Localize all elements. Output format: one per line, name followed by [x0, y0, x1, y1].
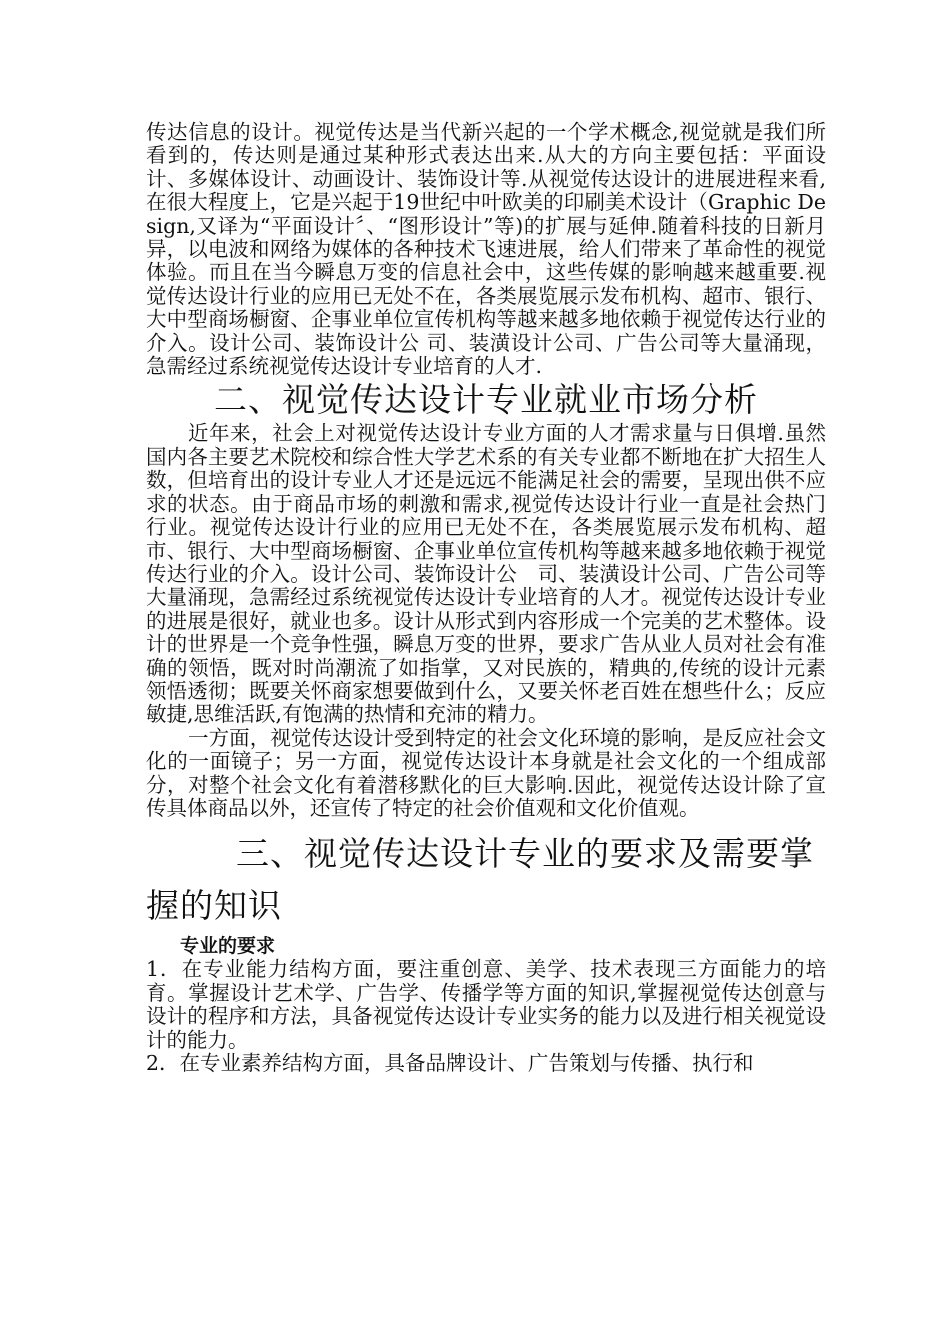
section2-heading: 二、视觉传达设计专业就业市场分析	[214, 380, 758, 420]
section2-paragraph-2: 一方面，视觉传达设计受到特定的社会文化环境的影响，是反应社会文化的一面镜子；另一方面，视觉传达设计本身就是社会文化的一个组成部分，对整个社会文化有着潜移默化的巨大影响.因此，视觉传达设计除了宣传具体商品以外，还宣传了特定的社会价值观和文化价值观。	[146, 725, 826, 820]
intro-paragraph: 传达信息的设计。视觉传达是当代新兴起的一个学术概念,视觉就是我们所看到的，传达则是通过某种形式表达出来.从大的方向主要包括：平面设计、多媒体设计、动画设计、装饰设计等.从视觉传达设计的进展进程来看,在很大程度上，它是兴起于19世纪中叶欧美的印刷美术设计（Graphic Design,又译为“平面设计〞、“图形设计”等)的扩展与延伸.随着科技的日新月异，以电波和网络为媒体的各种技术飞速进展，给人们带来了革命性的视觉体验。而且在当今瞬息万变的信息社会中，这些传媒的影响越来越重要.视觉传达设计行业的应用已无处不在，各类展览展示发布机构、超市、银行、大中型商场橱窗、企事业单位宣传机构等越来越多地依赖于视觉传达行业的介入。设计公司、装饰设计公 司、装潢设计公司、广告公司等大量涌现，急需经过系统视觉传达设计专业培育的人才.	[146, 120, 826, 379]
section2-paragraph-1: 近年来，社会上对视觉传达设计专业方面的人才需求量与日俱增.虽然国内各主要艺术院校和综合性大学艺术系的有关专业都不断地在扩大招生人数，但培育出的设计专业人才还是远远不能满足社会的需要，呈现出供不应求的状态。由于商品市场的刺激和需求,视觉传达设计行业一直是社会热门行业。视觉传达设计行业的应用已无处不在，各类展览展示发布机构、超市、银行、大中型商场橱窗、企事业单位宣传机构等越来越多地依赖于视觉传达行业的介入。设计公司、装饰设计公 司、装潢设计公司、广告公司等大量涌现，急需经过系统视觉传达设计专业培育的人才。视觉传达设计专业的进展是很好，就业也多。设计从形式到内容形成一个完美的艺术整体。设计的世界是一个竞争性强，瞬息万变的世界，要求广告从业人员对社会有准确的领悟，既对时尚潮流了如指掌，又对民族的，精典的,传统的设计元素领悟透彻；既要关怀商家想要做到什么，又要关怀老百姓在想些什么；反应敏捷,思维活跃,有饱满的热情和充沛的精力。	[146, 421, 826, 727]
document-page	[146, 121, 826, 1075]
section3-subheading: 专业的要求	[180, 935, 276, 958]
section3-item-1: 1．在专业能力结构方面，要注重创意、美学、技术表现三方面能力的培育。掌握设计艺术学、广告学、传播学等方面的知识,掌握视觉传达创意与设计的程序和方法，具备视觉传达设计专业实务的能力以及进行相关视觉设计的能力。	[146, 957, 826, 1052]
section3-heading: 三、视觉传达设计专业的要求及需要掌握的知识	[146, 834, 814, 926]
section3-item-2: 2．在专业素养结构方面，具备品牌设计、广告策划与传播、执行和	[146, 1051, 754, 1075]
